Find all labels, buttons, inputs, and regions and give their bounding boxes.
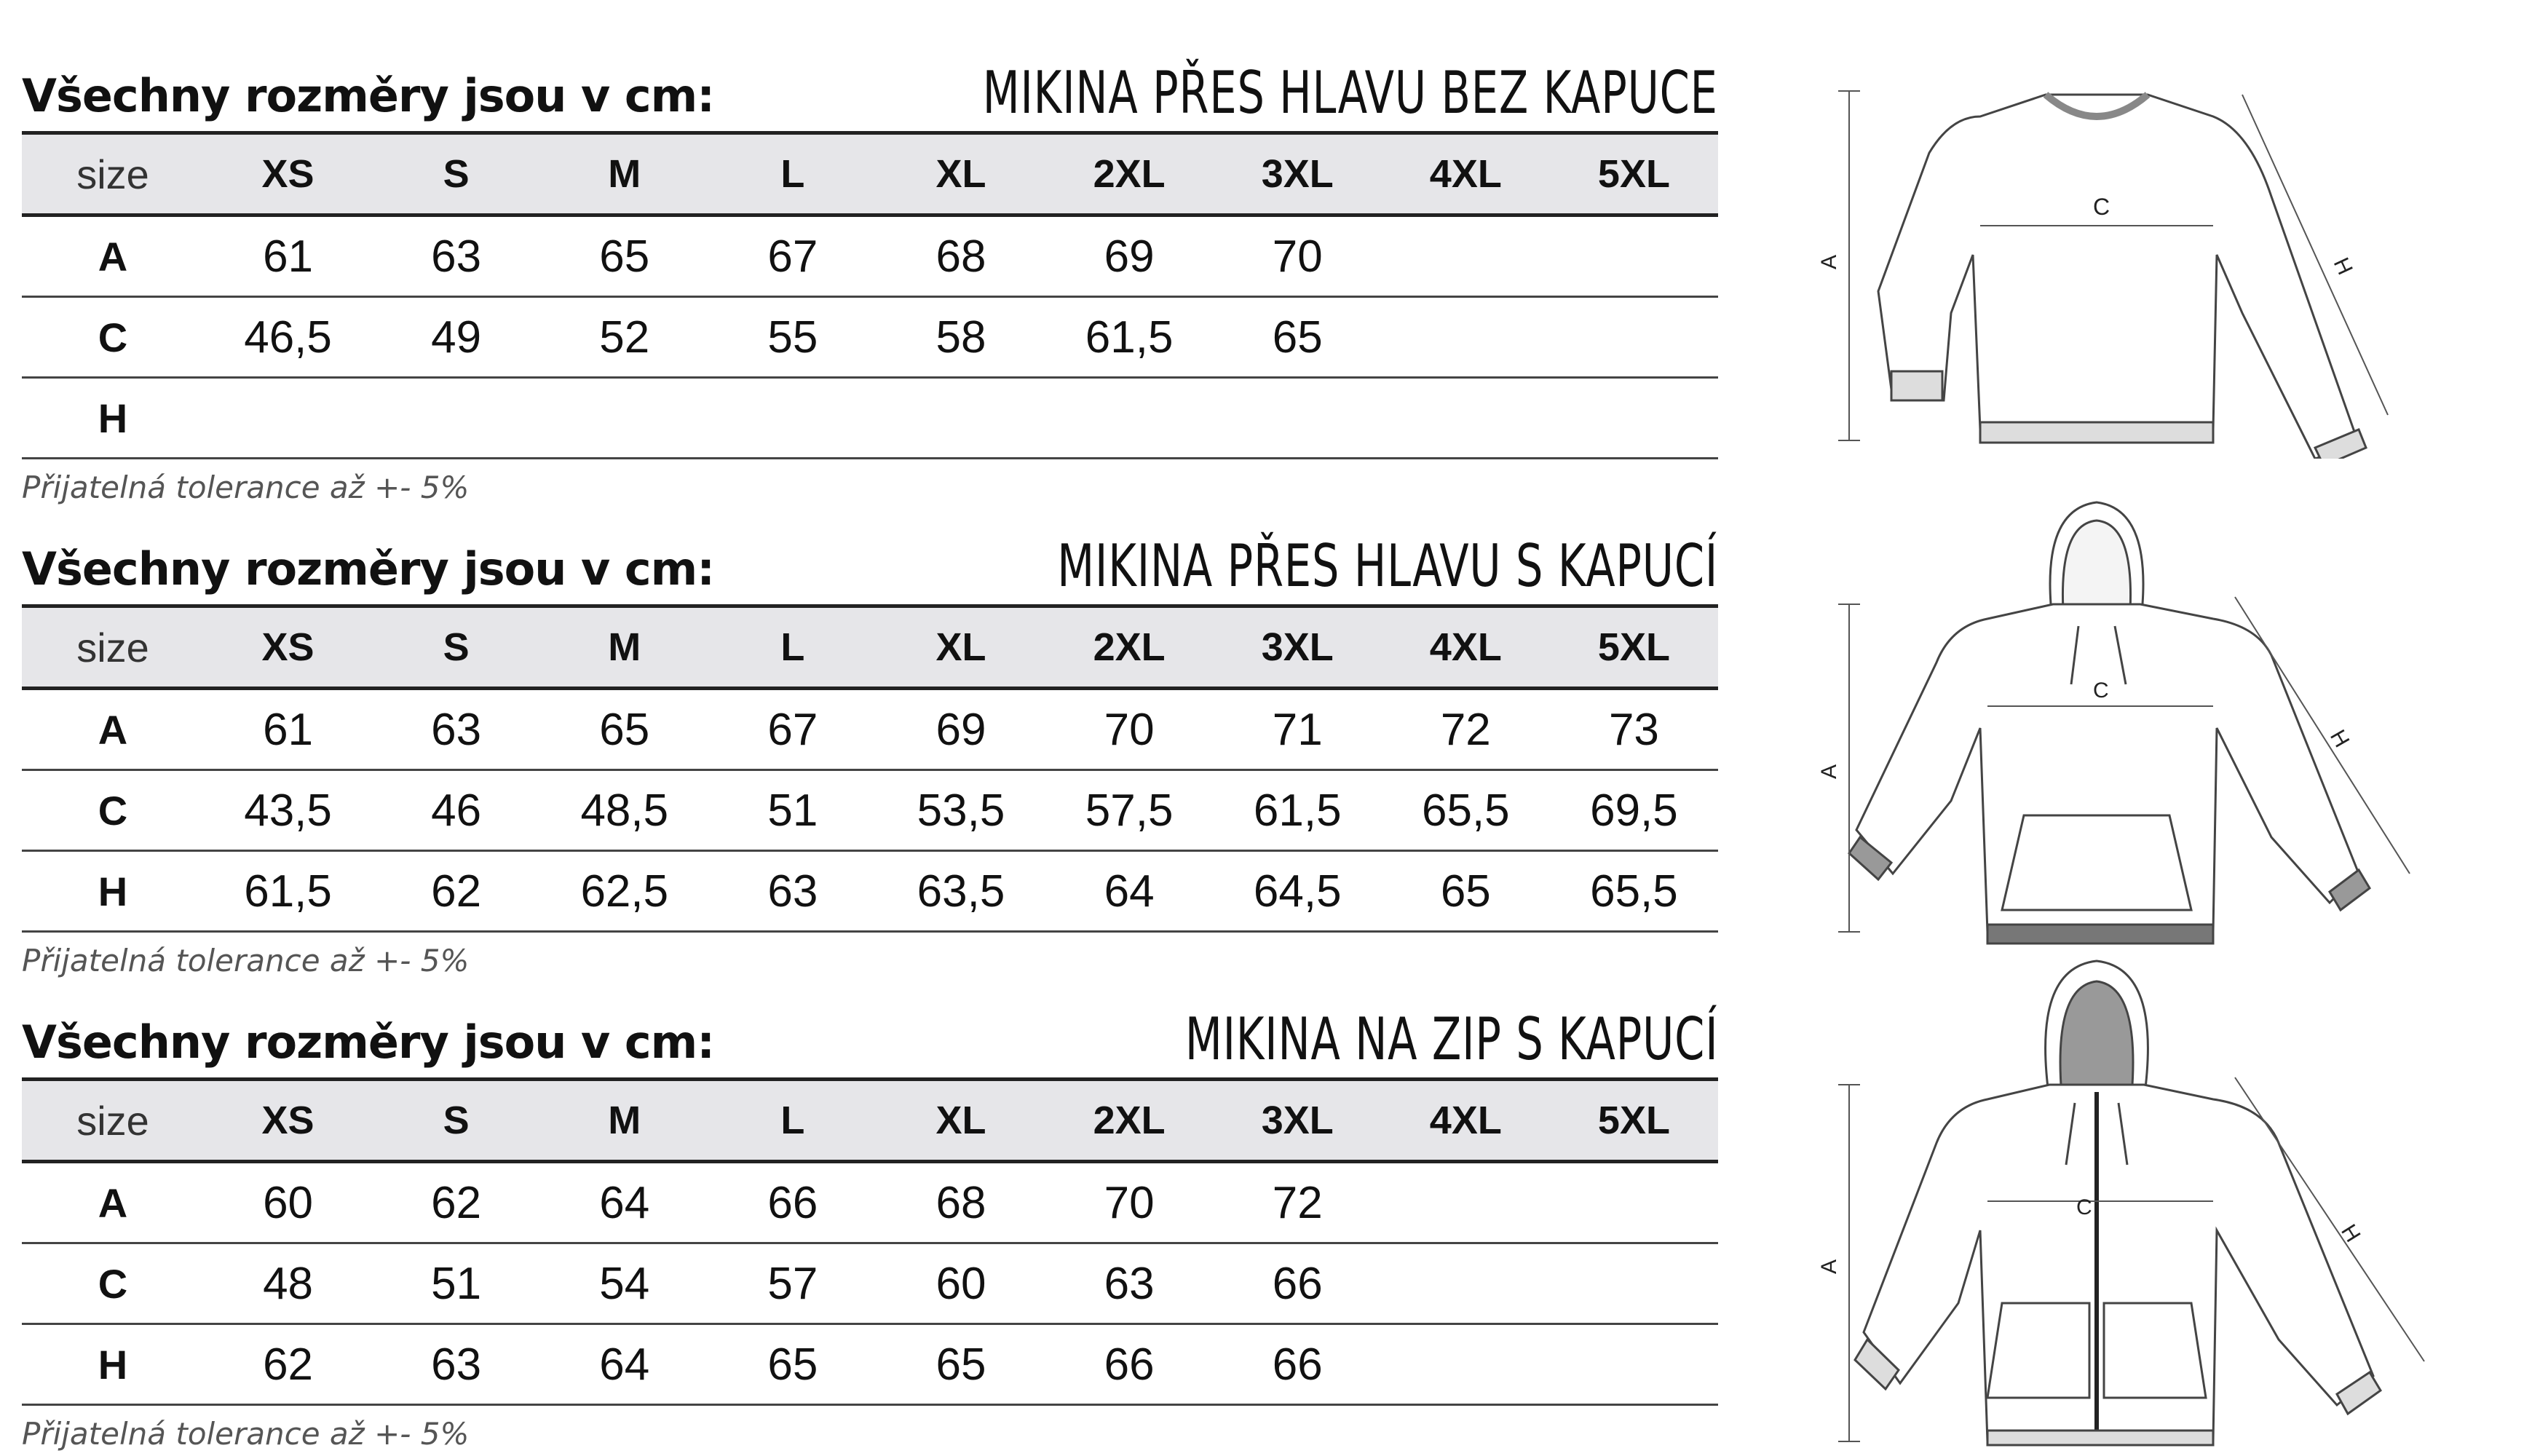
table-cell (1214, 378, 1382, 459)
table-cell: 57,5 (1045, 770, 1214, 851)
header-cell: S (372, 606, 540, 689)
units-note: Všechny rozměry jsou v cm: (22, 1016, 715, 1069)
header-cell: L (708, 606, 877, 689)
header-cell: 5XL (1550, 133, 1718, 215)
row-label: H (22, 851, 204, 932)
table-cell: 65 (877, 1324, 1045, 1405)
table-cell: 62 (204, 1324, 372, 1405)
header-cell: 2XL (1045, 1080, 1214, 1162)
header-cell: S (372, 1080, 540, 1162)
table-cell: 65,5 (1382, 770, 1550, 851)
table-header-row (22, 1080, 1718, 1162)
table-cell (1550, 378, 1718, 459)
table-cell: 68 (877, 1162, 1045, 1243)
crewneck-sweatshirt-drawing (1805, 51, 2490, 459)
table-cell: 66 (1045, 1324, 1214, 1405)
units-note: Všechny rozměry jsou v cm: (22, 542, 715, 596)
table-cell: 61,5 (1045, 297, 1214, 378)
section-header (22, 44, 1718, 131)
zip-hoodie-diagram-icon (1805, 954, 2490, 1449)
table-cell: 46,5 (204, 297, 372, 378)
header-cell: 5XL (1550, 606, 1718, 689)
table-row (22, 1243, 1718, 1324)
table-row (22, 297, 1718, 378)
table-cell: 71 (1214, 689, 1382, 770)
table-cell (1550, 1243, 1718, 1324)
row-label: A (22, 689, 204, 770)
table-cell: 64 (1045, 851, 1214, 932)
header-cell: 5XL (1550, 1080, 1718, 1162)
header-cell: size (22, 133, 204, 215)
table-row (22, 851, 1718, 932)
table-cell: 64 (540, 1324, 708, 1405)
table-cell (1382, 297, 1550, 378)
table-cell: 58 (877, 297, 1045, 378)
table-row (22, 378, 1718, 459)
table-cell (540, 378, 708, 459)
table-cell (1382, 1243, 1550, 1324)
table-cell: 53,5 (877, 770, 1045, 851)
table-cell: 63 (372, 215, 540, 297)
size-section-pullover-hoodie (22, 517, 1718, 978)
table-cell: 66 (708, 1162, 877, 1243)
measure-label-c: C (2076, 1195, 2092, 1219)
product-title: MIKINA NA ZIP S KAPUCÍ (1184, 1005, 1718, 1073)
table-cell: 63 (372, 689, 540, 770)
table-cell: 67 (708, 689, 877, 770)
table-cell: 66 (1214, 1324, 1382, 1405)
table-cell: 61,5 (1214, 770, 1382, 851)
table-cell: 62,5 (540, 851, 708, 932)
row-label: C (22, 1243, 204, 1324)
table-cell: 62 (372, 851, 540, 932)
header-cell: 2XL (1045, 133, 1214, 215)
measure-label-a: A (1817, 254, 1841, 269)
header-cell: 3XL (1214, 1080, 1382, 1162)
size-section-zip-hoodie (22, 990, 1718, 1452)
tolerance-note: Přijatelná tolerance až +- 5% (22, 470, 470, 505)
table-cell: 64 (540, 1162, 708, 1243)
table-cell: 62 (372, 1162, 540, 1243)
table-cell: 60 (204, 1162, 372, 1243)
table-cell: 57 (708, 1243, 877, 1324)
measure-label-h: H (2325, 726, 2354, 752)
measure-label-a: A (1817, 764, 1841, 779)
table-cell: 69 (877, 689, 1045, 770)
table-cell (1382, 215, 1550, 297)
header-cell: M (540, 133, 708, 215)
header-cell: S (372, 133, 540, 215)
header-cell: XL (877, 133, 1045, 215)
header-cell: size (22, 1080, 204, 1162)
table-cell (1382, 378, 1550, 459)
table-header-row (22, 606, 1718, 689)
tolerance-note: Přijatelná tolerance až +- 5% (22, 1416, 470, 1452)
table-cell: 60 (877, 1243, 1045, 1324)
table-cell: 72 (1382, 689, 1550, 770)
section-header (22, 990, 1718, 1077)
table-cell: 63 (372, 1324, 540, 1405)
units-note: Všechny rozměry jsou v cm: (22, 69, 715, 122)
pullover-hoodie-drawing (1805, 495, 2490, 946)
table-row (22, 1324, 1718, 1405)
table-cell: 67 (708, 215, 877, 297)
table-cell: 54 (540, 1243, 708, 1324)
zip-hoodie-drawing (1805, 954, 2490, 1449)
header-cell: size (22, 606, 204, 689)
header-cell: 2XL (1045, 606, 1214, 689)
table-cell: 51 (708, 770, 877, 851)
header-cell: L (708, 133, 877, 215)
table-cell (204, 378, 372, 459)
header-cell: XL (877, 1080, 1045, 1162)
table-cell: 46 (372, 770, 540, 851)
table-cell (1550, 297, 1718, 378)
header-cell: XS (204, 133, 372, 215)
table-row (22, 1162, 1718, 1243)
table-cell: 73 (1550, 689, 1718, 770)
header-cell: XL (877, 606, 1045, 689)
table-cell: 69,5 (1550, 770, 1718, 851)
row-label: A (22, 1162, 204, 1243)
header-cell: L (708, 1080, 877, 1162)
table-cell (1550, 1162, 1718, 1243)
table-cell: 72 (1214, 1162, 1382, 1243)
table-cell: 66 (1214, 1243, 1382, 1324)
measure-label-h: H (2328, 254, 2357, 279)
table-cell: 61 (204, 215, 372, 297)
measure-label-a: A (1817, 1259, 1841, 1274)
table-cell: 48 (204, 1243, 372, 1324)
row-label: H (22, 1324, 204, 1405)
table-cell: 52 (540, 297, 708, 378)
table-cell: 65 (708, 1324, 877, 1405)
size-table (22, 1077, 1718, 1406)
header-cell: XS (204, 606, 372, 689)
size-table (22, 131, 1718, 459)
header-cell: 4XL (1382, 133, 1550, 215)
row-label: C (22, 297, 204, 378)
table-row (22, 770, 1718, 851)
measure-label-h: H (2336, 1220, 2365, 1247)
header-cell: 4XL (1382, 606, 1550, 689)
table-cell: 48,5 (540, 770, 708, 851)
table-cell (1382, 1162, 1550, 1243)
tolerance-note: Přijatelná tolerance až +- 5% (22, 943, 470, 978)
table-cell: 51 (372, 1243, 540, 1324)
table-cell: 68 (877, 215, 1045, 297)
table-cell: 65 (1382, 851, 1550, 932)
table-cell: 69 (1045, 215, 1214, 297)
table-row (22, 215, 1718, 297)
table-cell: 70 (1214, 215, 1382, 297)
size-section-crewneck (22, 44, 1718, 505)
header-cell: M (540, 606, 708, 689)
table-cell: 65 (540, 215, 708, 297)
row-label: A (22, 215, 204, 297)
table-cell: 63 (1045, 1243, 1214, 1324)
table-cell: 63 (708, 851, 877, 932)
table-cell: 43,5 (204, 770, 372, 851)
table-cell: 64,5 (1214, 851, 1382, 932)
section-header (22, 517, 1718, 604)
table-cell (877, 378, 1045, 459)
table-cell (1550, 215, 1718, 297)
table-header-row (22, 133, 1718, 215)
table-cell: 61,5 (204, 851, 372, 932)
table-cell (1045, 378, 1214, 459)
table-cell: 70 (1045, 1162, 1214, 1243)
row-label: C (22, 770, 204, 851)
table-cell: 70 (1045, 689, 1214, 770)
header-cell: 3XL (1214, 606, 1382, 689)
table-cell: 55 (708, 297, 877, 378)
row-label: H (22, 378, 204, 459)
table-row (22, 689, 1718, 770)
crewneck-sweatshirt-diagram-icon (1805, 51, 2490, 459)
header-cell: XS (204, 1080, 372, 1162)
product-title: MIKINA PŘES HLAVU BEZ KAPUCE (982, 59, 1718, 127)
pullover-hoodie-diagram-icon (1805, 495, 2490, 946)
table-cell (372, 378, 540, 459)
product-title: MIKINA PŘES HLAVU S KAPUCÍ (1057, 532, 1718, 600)
measure-label-c: C (2093, 194, 2110, 220)
table-cell: 63,5 (877, 851, 1045, 932)
header-cell: 3XL (1214, 133, 1382, 215)
table-cell: 65,5 (1550, 851, 1718, 932)
measure-label-c: C (2093, 678, 2109, 703)
table-cell: 49 (372, 297, 540, 378)
size-table (22, 604, 1718, 933)
header-cell: 4XL (1382, 1080, 1550, 1162)
table-cell (1382, 1324, 1550, 1405)
table-cell: 65 (1214, 297, 1382, 378)
table-cell (708, 378, 877, 459)
header-cell: M (540, 1080, 708, 1162)
table-cell: 65 (540, 689, 708, 770)
table-cell: 61 (204, 689, 372, 770)
table-cell (1550, 1324, 1718, 1405)
